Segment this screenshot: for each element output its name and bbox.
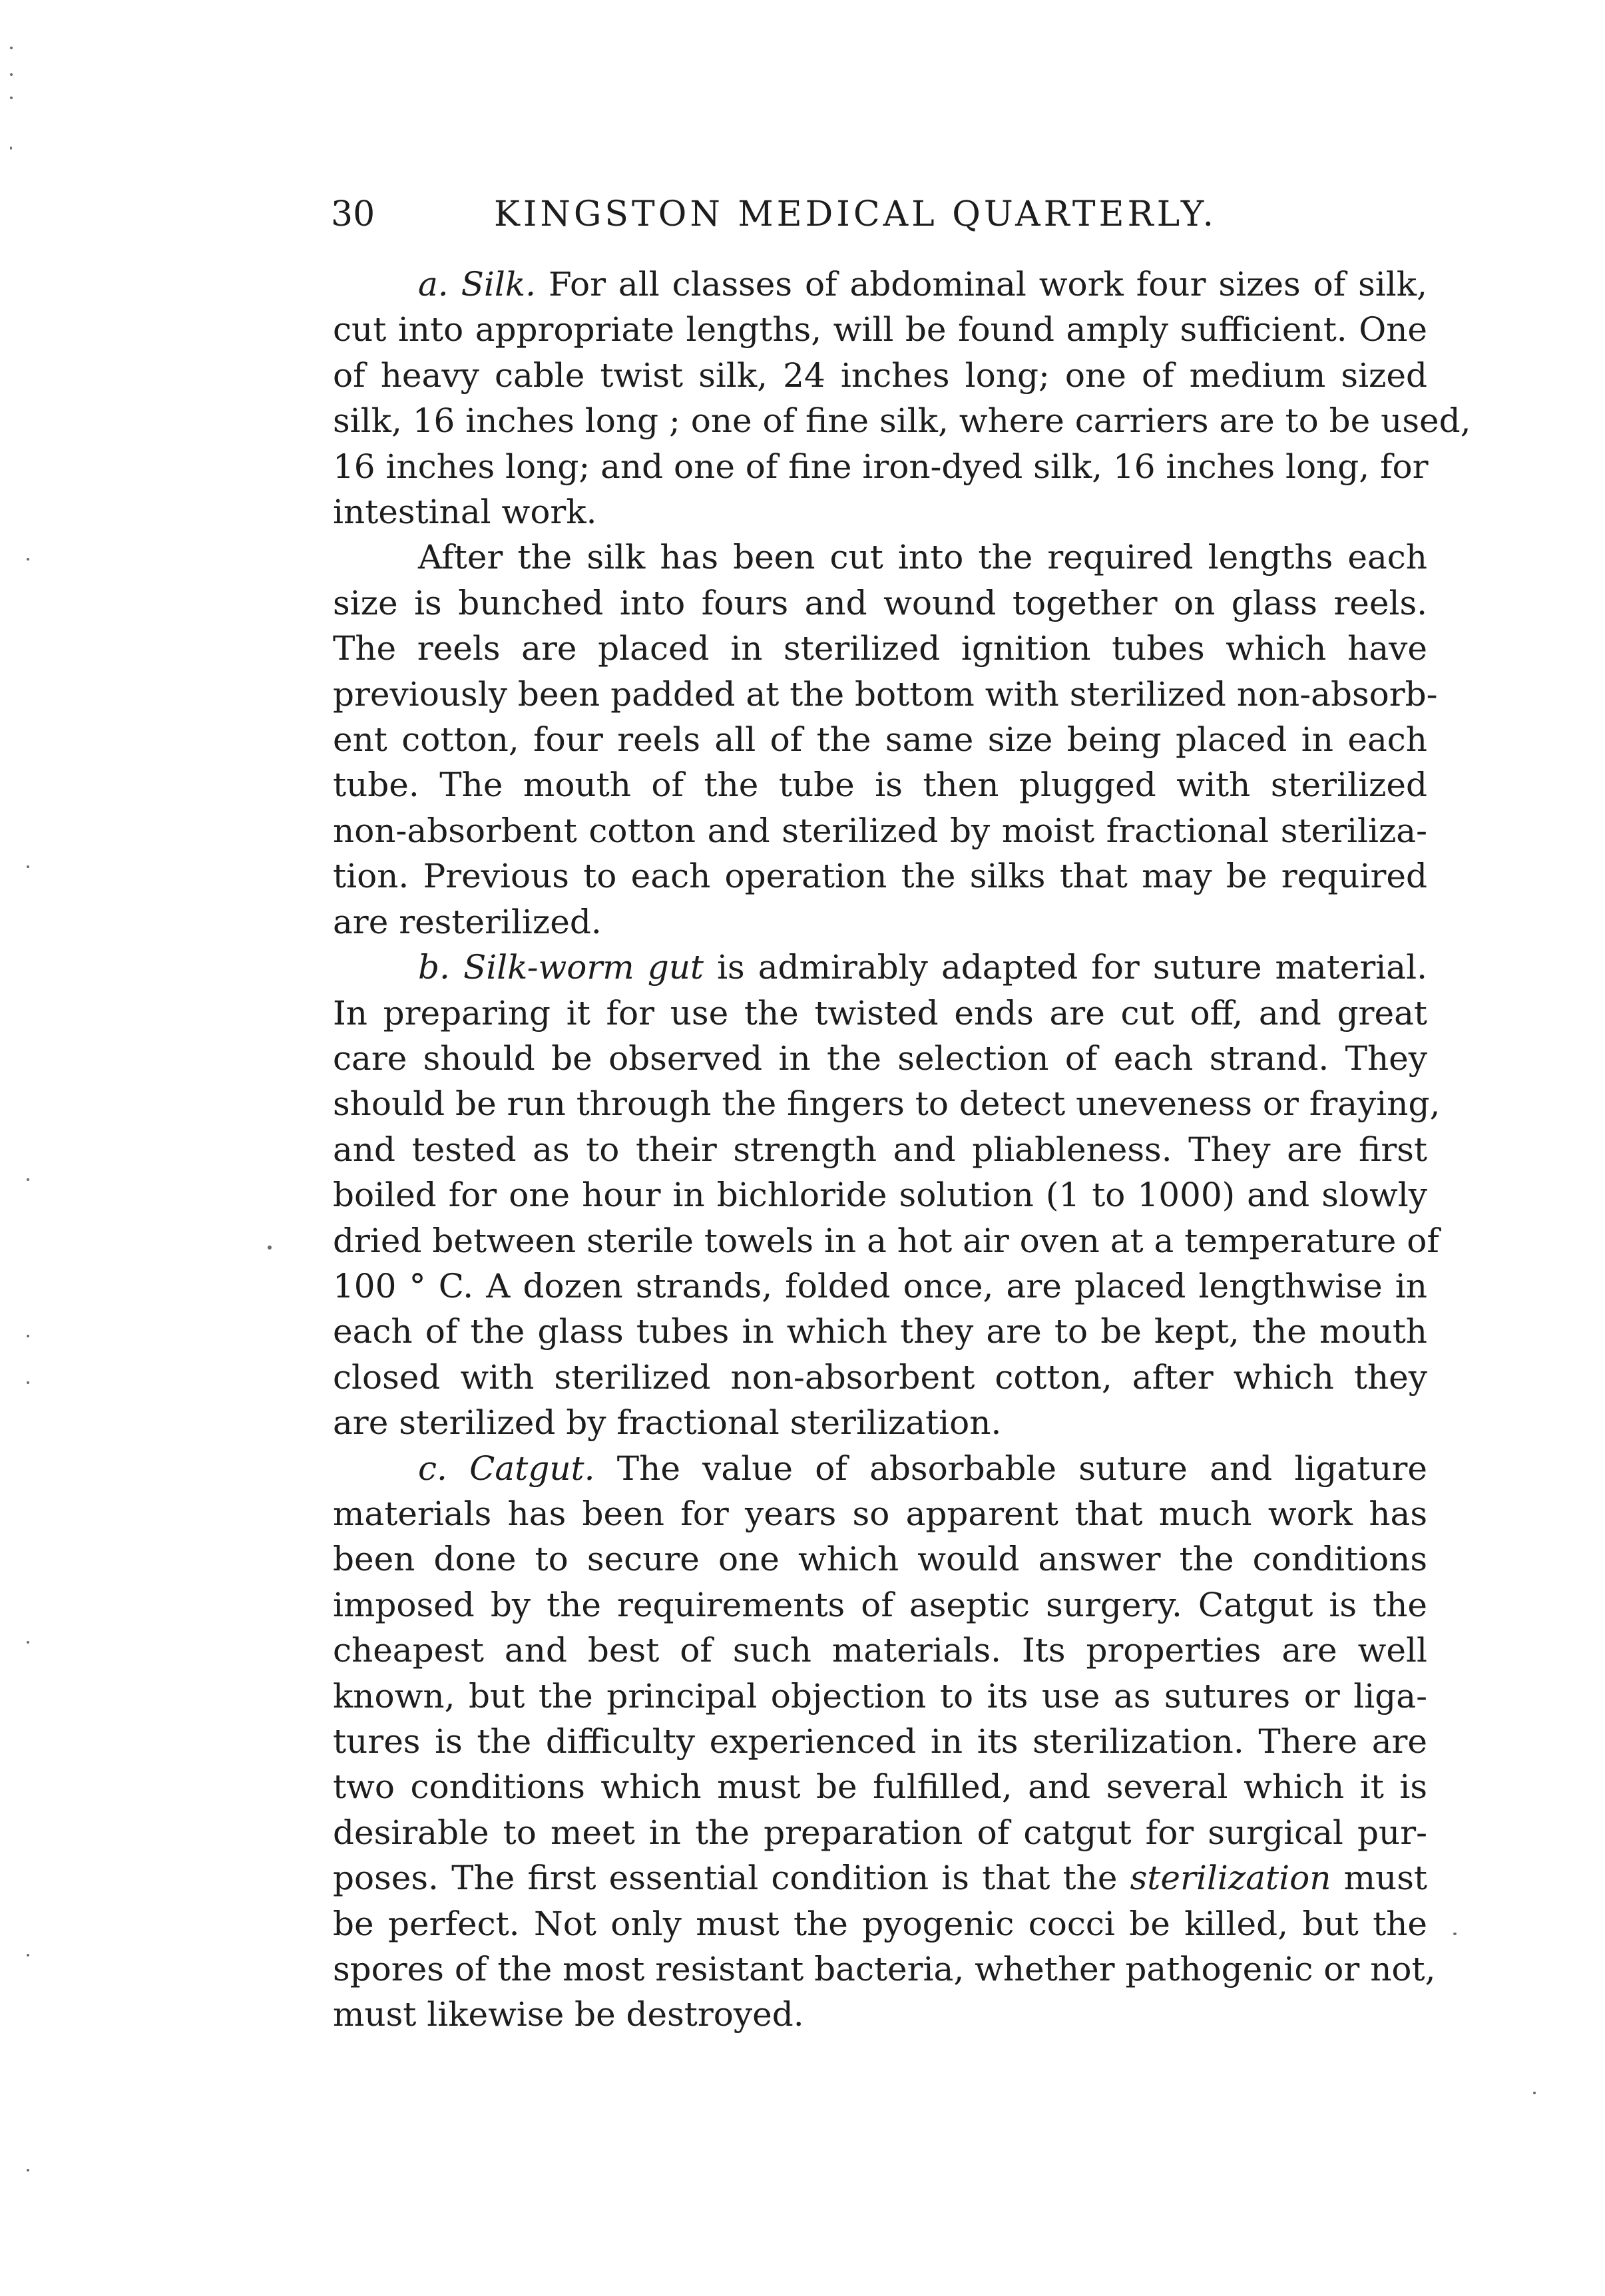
scan-speck xyxy=(27,2169,29,2172)
text-line: materials has been for years so apparent that much work has xyxy=(333,1494,1427,1533)
item-label: c. xyxy=(418,1449,447,1488)
text-line: should be run through the fingers to detect uneveness or fraying, xyxy=(333,1084,1441,1124)
scan-speck xyxy=(1453,1933,1457,1935)
text-line: each of the glass tubes in which they are to be kept, the mouth xyxy=(333,1312,1427,1351)
text-line: two conditions which must be fulfilled, and several which it is xyxy=(333,1767,1427,1807)
text-line: imposed by the requirements of aseptic surgery. Catgut is the xyxy=(333,1585,1427,1624)
text-line: previously been padded at the bottom with sterilized non-absorb- xyxy=(333,674,1438,714)
scan-speck xyxy=(10,47,13,49)
text-line: boiled for one hour in bichloride solution (1 to 1000) and slowly xyxy=(333,1176,1427,1215)
text-line: poses. The first essential condition is that the sterilization must xyxy=(333,1859,1427,1898)
text-line: ent cotton, four reels all of the same size being placed in each xyxy=(333,720,1427,760)
paragraph-silk-worm-gut xyxy=(333,945,1441,1445)
text-line: In preparing it for use the twisted ends are cut off, and great xyxy=(333,993,1427,1033)
text-line: a. Silk. For all classes of abdominal work four sizes of silk, xyxy=(418,265,1427,304)
text-line: tion. Previous to each operation the silks that may be required xyxy=(333,857,1427,896)
text-line: cheapest and best of such materials. Its properties are well xyxy=(333,1631,1427,1670)
running-header xyxy=(331,188,1248,241)
page-number: 30 xyxy=(331,194,375,234)
scan-speck xyxy=(27,558,29,561)
scan-speck xyxy=(27,1335,29,1337)
paragraph-silk-preparation xyxy=(333,535,1438,945)
text-line: After the silk has been cut into the required lengths each xyxy=(418,538,1427,577)
item-heading: Catgut. xyxy=(469,1449,595,1488)
text-line: silk, 16 inches long ; one of fine silk, where carriers are to be used, xyxy=(333,401,1471,441)
item-heading: Silk. xyxy=(461,265,537,304)
scan-speck xyxy=(10,73,13,76)
text-line: must likewise be destroyed. xyxy=(333,1995,804,2034)
text-line: be perfect. Not only must the pyogenic cocci be killed, but the xyxy=(333,1904,1427,1943)
paragraph-catgut xyxy=(333,1446,1436,2038)
item-label: b. xyxy=(418,948,450,987)
scan-speck xyxy=(27,1954,29,1956)
text-line: 100 ° C. A dozen strands, folded once, are placed lengthwise in xyxy=(333,1266,1427,1305)
text-line: are sterilized by fractional sterilization. xyxy=(333,1403,1002,1443)
text-line: of heavy cable twist silk, 24 inches long; one of medium sized xyxy=(333,355,1427,395)
text-line: known, but the principal objection to its use as sutures or liga- xyxy=(333,1676,1427,1716)
scan-speck xyxy=(27,865,29,868)
text-line: non-absorbent cotton and sterilized by moist fractional steriliza- xyxy=(333,811,1427,850)
text-line: cut into appropriate lengths, will be found amply sufficient. One xyxy=(333,310,1427,349)
text-line: care should be observed in the selection of each strand. They xyxy=(333,1038,1427,1078)
text-line: been done to secure one which would answer the conditions xyxy=(333,1540,1427,1579)
text-line: intestinal work. xyxy=(333,493,597,532)
scan-speck xyxy=(10,146,12,150)
text-line: tube. The mouth of the tube is then plugged with sterilized xyxy=(333,766,1427,805)
body-text xyxy=(333,262,1471,2038)
text-line: c. Catgut. The value of absorbable suture and ligature xyxy=(418,1449,1427,1488)
paragraph-silk xyxy=(333,262,1471,535)
scan-speck xyxy=(10,97,13,99)
text-line: b. Silk-worm gut is admirably adapted for suture material. xyxy=(418,948,1427,987)
scan-speck xyxy=(268,1246,272,1250)
text-line: tures is the difficulty experienced in its sterilization. There are xyxy=(333,1722,1427,1761)
scan-speck xyxy=(27,1178,29,1181)
text-line: 16 inches long; and one of fine iron-dyed silk, 16 inches long, for xyxy=(333,447,1429,486)
scan-speck xyxy=(1533,2092,1536,2094)
text-line: are resterilized. xyxy=(333,902,602,941)
text-line: size is bunched into fours and wound together on glass reels. xyxy=(333,583,1427,622)
item-label: a. xyxy=(418,265,449,304)
running-title: KINGSTON MEDICAL QUARTERLY. xyxy=(494,194,1218,234)
scan-speck xyxy=(27,1641,29,1644)
text-line: desirable to meet in the preparation of catgut for surgical pur- xyxy=(333,1813,1427,1852)
text-line: closed with sterilized non-absorbent cotton, after which they xyxy=(333,1357,1427,1397)
emphasis-text: sterilization xyxy=(1130,1859,1331,1898)
item-heading: Silk-worm gut xyxy=(463,948,704,987)
text-line: The reels are placed in sterilized ignition tubes which have xyxy=(333,629,1427,668)
text-line: dried between sterile towels in a hot air oven at a temperature of xyxy=(333,1221,1439,1260)
text-line: spores of the most resistant bacteria, whether pathogenic or not, xyxy=(333,1950,1436,1989)
text-line: and tested as to their strength and pliableness. They are first xyxy=(333,1130,1427,1169)
scan-speck xyxy=(27,1381,29,1384)
